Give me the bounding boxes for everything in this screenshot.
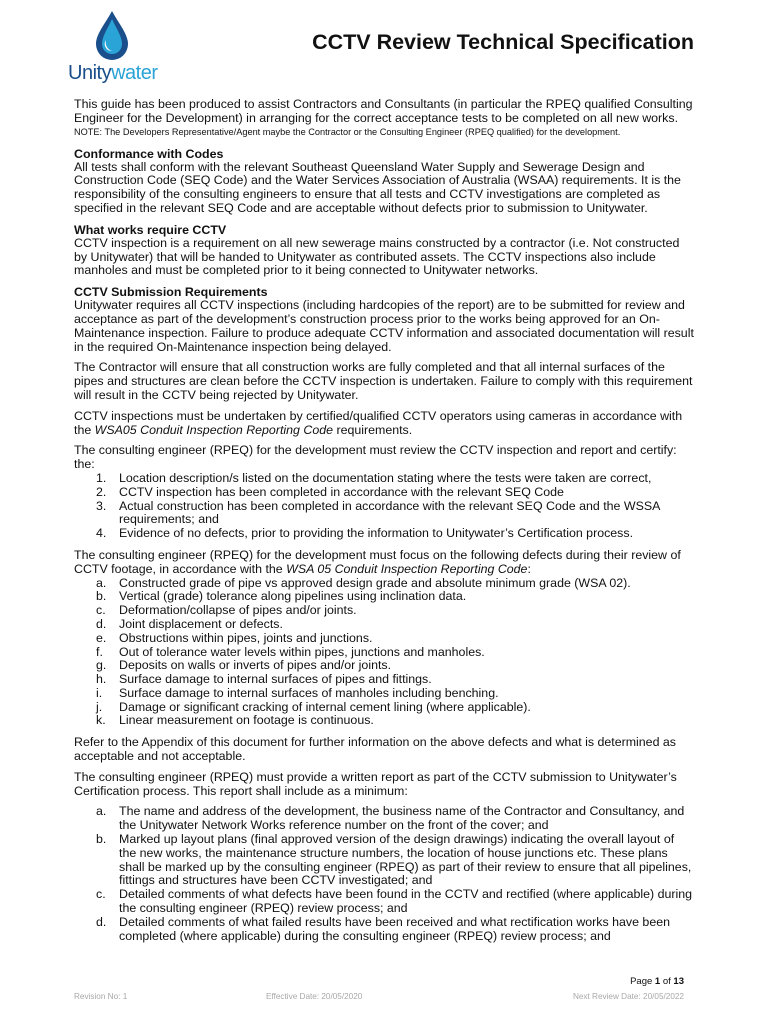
works-paragraph: CCTV inspection is a requirement on all new sewerage mains constructed by a contractor (i.e. Not constructed by Unitywater) that will be handed to Unitywater as contributed assets. The CCTV inspections also include manholes and must be completed prior to it being connected to Unitywater networks.	[74, 235, 680, 278]
defects-list	[74, 577, 694, 729]
submission-paragraph-2: The Contractor will ensure that all construction works are fully completed and that all internal surfaces of the pipes and structures are clean before the CCTV inspection is undertaken. Failure to comply with this requirement will result in the CCTV being rejected by Unitywater.	[74, 360, 693, 402]
section-conformance	[74, 147, 694, 216]
list-marker: 3.	[96, 498, 107, 513]
list-marker: b.	[96, 589, 107, 604]
report-list	[74, 805, 694, 943]
list-item-text: Actual construction has been completed in accordance with the relevant SEQ Code and the WSSA requirements; and	[119, 498, 660, 527]
section-works	[74, 223, 694, 278]
section-submission	[74, 285, 694, 943]
list-item	[74, 701, 694, 715]
list-item	[74, 618, 694, 632]
list-marker: f.	[96, 644, 103, 659]
list-item	[74, 486, 694, 500]
list-item-text: Linear measurement on footage is continuous.	[119, 713, 374, 728]
list-item-text: Detailed comments of what defects have been found in the CCTV and rectified (where applicable) during the consulting engineer (RPEQ) review process; and	[119, 887, 693, 916]
page-number: Page 1 of 13	[630, 976, 684, 987]
list-item	[74, 916, 694, 944]
list-item-text: Obstructions within pipes, joints and junctions.	[119, 630, 373, 645]
submission-paragraph-3: CCTV inspections must be undertaken by certified/qualified CCTV operators using cameras in accordance with the WSA05 Conduit Inspection Reporting Code requirements.	[74, 408, 683, 437]
list-marker: g.	[96, 658, 107, 673]
submission-paragraph-7: The consulting engineer (RPEQ) must provide a written report as part of the CCTV submission to Unitywater’s Certification process. This report shall include as a minimum:	[74, 769, 677, 798]
document-body	[74, 98, 694, 951]
list-item-text: Surface damage to internal surfaces of manholes including benching.	[119, 685, 499, 700]
list-marker: d.	[96, 914, 107, 929]
list-item	[74, 833, 694, 888]
list-item-text: Surface damage to internal surfaces of pipes and fittings.	[119, 672, 432, 687]
intro-paragraph: This guide has been produced to assist Contractors and Consultants (in particular the RPEQ qualified Consulting Engineer for the Development) in arranging for the correct acceptance tests to be completed on all new works.	[74, 97, 693, 125]
conformance-paragraph: All tests shall conform with the relevant Southeast Queensland Water Supply and Sewerage Design and Construction Code (SEQ Code) and the Water Services Association of Australia (WSAA) requirements. It is the responsibility of the consulting engineers to ensure that all tests and CCTV investigations are completed as specified in the relevant SEQ Code and are acceptable without defects prior to submission to Unitywater.	[74, 159, 681, 215]
submission-paragraph-6: Refer to the Appendix of this document for further information on the above defects and what is determined as acceptable and not acceptable.	[74, 735, 676, 764]
list-item	[74, 604, 694, 618]
list-item-text: Damage or significant cracking of internal cement lining (where applicable).	[119, 699, 531, 714]
logo-wordmark: Unitywater	[68, 62, 158, 84]
list-item	[74, 646, 694, 660]
list-item-text: Evidence of no defects, prior to providing the information to Unitywater’s Certification process.	[119, 526, 634, 541]
list-marker: c.	[96, 887, 106, 902]
list-item-text: Joint displacement or defects.	[119, 616, 283, 631]
list-marker: d.	[96, 616, 107, 631]
list-marker: j.	[96, 699, 103, 714]
list-item	[74, 673, 694, 687]
effective-date: Effective Date: 20/05/2020	[266, 992, 363, 1001]
next-review-date: Next Review Date: 20/05/2022	[572, 992, 684, 1001]
list-marker: 2.	[96, 484, 107, 499]
submission-paragraph-1: Unitywater requires all CCTV inspections (including hardcopies of the report) are to be submitted for review and acceptance as part of the development’s construction process prior to the works being approved for an On-Maintenance inspection. Failure to produce adequate CCTV information and associated documentation will result in the required On-Maintenance inspection being delayed.	[74, 298, 694, 354]
water-drop-icon	[92, 10, 132, 62]
list-item-text: Location description/s listed on the documentation stating where the tests were taken are correct,	[119, 470, 652, 485]
list-marker: 1.	[96, 470, 107, 485]
unitywater-logo	[68, 10, 160, 84]
list-item-text: Constructed grade of pipe vs approved design grade and absolute minimum grade (WSA 02).	[119, 575, 631, 590]
list-marker: 4.	[96, 526, 107, 541]
submission-paragraph-5: The consulting engineer (RPEQ) for the development must focus on the following defects during their review of CCTV footage, in accordance with the WSA 05 Conduit Inspection Reporting Code:	[74, 547, 681, 576]
list-marker: a.	[96, 575, 107, 590]
heading-submission: CCTV Submission Requirements	[74, 285, 268, 300]
list-item	[74, 527, 694, 541]
list-item	[74, 590, 694, 604]
list-item-text: Deformation/collapse of pipes and/or joints.	[119, 603, 357, 618]
list-marker: k.	[96, 713, 106, 728]
list-item	[74, 659, 694, 673]
list-item-text: Marked up layout plans (final approved version of the design drawings) indicating the overall layout of the new works, the maintenance structure numbers, the location of house junctions etc. These plans shall be marked up by the consulting engineer (RPEQ) as part of their review to ensure that all pipelines, fittings and structures have been CCTV investigated; and	[119, 832, 692, 888]
list-item-text: The name and address of the development, the business name of the Contractor and Consultancy, and the Unitywater Network Works reference number on the front of the cover; and	[119, 804, 685, 833]
heading-works: What works require CCTV	[74, 222, 227, 237]
list-item-text: Deposits on walls or inverts of pipes and/or joints.	[119, 658, 392, 673]
list-item	[74, 472, 694, 486]
revision-number: Revision No: 1	[74, 992, 128, 1001]
list-marker: i.	[96, 685, 103, 700]
list-item	[74, 577, 694, 591]
list-item-text: Out of tolerance water levels within pipes, junctions and manholes.	[119, 644, 485, 659]
list-item	[74, 805, 694, 833]
intro-note: NOTE: The Developers Representative/Agent maybe the Contractor or the Consulting Engineer (RPEQ qualified) for the development.	[74, 126, 621, 137]
heading-conformance: Conformance with Codes	[74, 146, 224, 161]
submission-paragraph-4: The consulting engineer (RPEQ) for the development must review the CCTV inspection and report and certify: the:	[74, 443, 677, 472]
list-item	[74, 714, 694, 728]
list-item-text: CCTV inspection has been completed in accordance with the relevant SEQ Code	[119, 484, 564, 499]
list-marker: e.	[96, 630, 107, 645]
certify-list	[74, 472, 694, 541]
list-item-text: Detailed comments of what failed results have been received and what rectification works have been completed (where applicable) during the consulting engineer (RPEQ) review process; and	[119, 914, 670, 943]
list-item	[74, 888, 694, 916]
list-marker: c.	[96, 603, 106, 618]
list-item	[74, 500, 694, 528]
list-marker: b.	[96, 832, 107, 847]
list-item	[74, 632, 694, 646]
list-item	[74, 687, 694, 701]
list-marker: a.	[96, 804, 107, 819]
list-item-text: Vertical (grade) tolerance along pipelines using inclination data.	[119, 589, 467, 604]
document-title: CCTV Review Technical Specification	[312, 30, 694, 54]
list-marker: h.	[96, 672, 107, 687]
